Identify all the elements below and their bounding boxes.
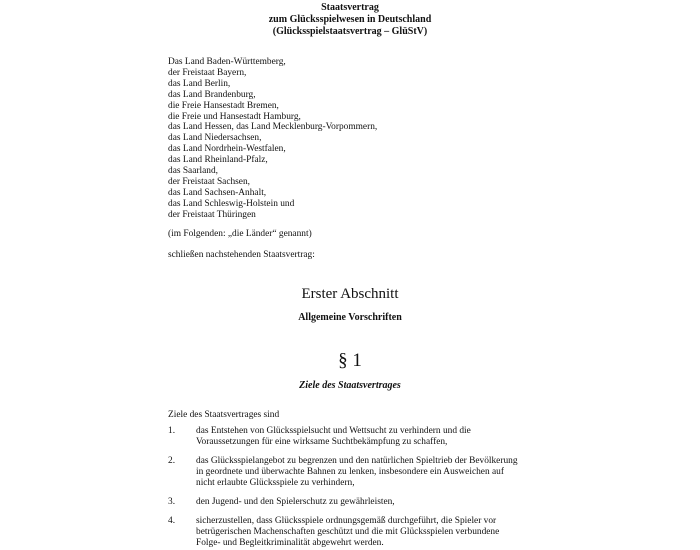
list-line: das Glücksspielangebot zu begrenzen und den natürlichen Spieltrieb der Bevölkerung	[196, 456, 518, 466]
list-line: sicherzustellen, dass Glücksspiele ordnungsgemäß durchgeführt, die Spieler vor	[196, 516, 497, 526]
party-line: das Land Sachsen-Anhalt,	[168, 187, 267, 198]
party-line: das Saarland,	[168, 166, 218, 177]
document-title	[0, 2, 700, 38]
list-line: den Jugend- und den Spielerschutz zu gewährleisten,	[196, 497, 395, 507]
party-line: das Land Berlin,	[168, 78, 231, 89]
list-text	[196, 516, 536, 549]
list-line: in geordnete und überwachte Bahnen zu lenken, insbesondere ein Ausweichen auf	[196, 466, 504, 477]
party-line: die Freie und Hansestadt Hamburg,	[168, 111, 301, 122]
party-line: der Freistaat Bayern,	[168, 67, 247, 78]
title-line-2: zum Glücksspielwesen in Deutschland	[268, 14, 432, 25]
party-line: Das Land Baden-Württemberg,	[168, 57, 286, 67]
party-line: das Land Brandenburg,	[168, 89, 256, 100]
list-line: Folge- und Begleitkriminalität abgewehrt werden.	[196, 537, 384, 548]
list-line: Voraussetzungen für eine wirksame Suchtbekämpfung zu schaffen,	[196, 436, 448, 447]
party-line: das Land Rheinland-Pfalz,	[168, 155, 268, 166]
list-number: 1.	[168, 426, 176, 436]
party-line: das Land Niedersachsen,	[168, 133, 262, 144]
list-number: 3.	[168, 497, 176, 507]
party-line: das Land Schleswig-Holstein und	[168, 198, 295, 209]
list-line: nicht erlaubte Glücksspiele zu verhindern,	[196, 477, 355, 488]
party-line: die Freie Hansestadt Bremen,	[168, 100, 279, 111]
party-line: der Freistaat Thüringen	[168, 209, 256, 220]
party-line: der Freistaat Sachsen,	[168, 176, 251, 187]
section-subheading: Allgemeine Vorschriften	[298, 312, 402, 323]
list-text	[196, 456, 536, 489]
list-line: das Entstehen von Glücksspielsucht und Wettsucht zu verhindern und die	[196, 426, 471, 436]
list-line: betrügerischen Machenschaften geschützt und die mit Glücksspielen verbundene	[196, 526, 500, 537]
conclude-statement: schließen nachstehenden Staatsvertrag:	[168, 250, 315, 260]
hereinafter-note: (im Folgenden: „die Länder“ genannt)	[168, 229, 312, 239]
paragraph-symbol: § 1	[338, 350, 362, 371]
title-line-3: (Glücksspielstaatsvertrag – GlüStV)	[272, 26, 428, 37]
party-line: das Land Hessen, das Land Mecklenburg-Vorpommern,	[168, 122, 378, 133]
paragraph-title: Ziele des Staatsvertrages	[299, 380, 401, 391]
list-number: 2.	[168, 456, 176, 466]
title-line-1: Staatsvertrag	[321, 2, 379, 13]
goals-intro: Ziele des Staatsvertrages sind	[168, 410, 280, 420]
list-text	[196, 426, 536, 448]
contracting-parties	[168, 57, 377, 221]
list-number: 4.	[168, 516, 176, 526]
list-text	[196, 497, 536, 508]
party-line: das Land Nordrhein-Westfalen,	[168, 144, 286, 155]
section-heading: Erster Abschnitt	[301, 286, 399, 302]
